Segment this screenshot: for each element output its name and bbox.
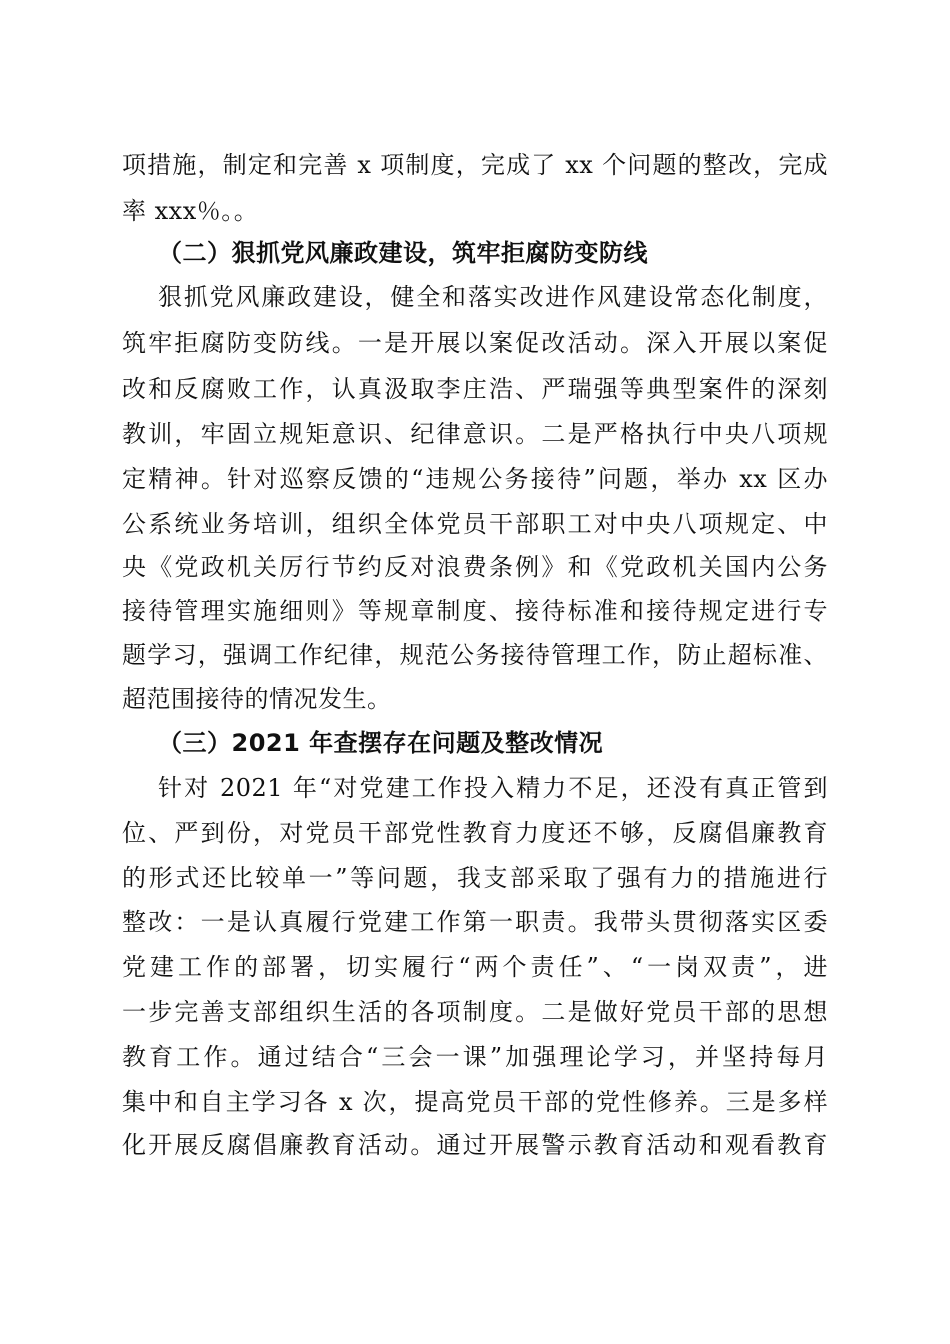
text-line: 位、严到份，对党员干部党性教育力度还不够，反腐倡廉教育 xyxy=(122,819,828,847)
text-line: 一步完善支部组织生活的各项制度。二是做好党员干部的思想 xyxy=(122,998,828,1026)
section-heading: （三）2021 年查摆存在问题及整改情况 xyxy=(158,729,604,757)
text-line: 题学习，强调工作纪律，规范公务接待管理工作，防止超标准、 xyxy=(122,641,828,669)
text-line: 筑牢拒腐防变防线。一是开展以案促改活动。深入开展以案促 xyxy=(122,329,828,357)
text-line: 超范围接待的情况发生。 xyxy=(122,685,392,713)
text-line: 央《党政机关厉行节约反对浪费条例》和《党政机关国内公务 xyxy=(122,553,828,581)
text-line: 化开展反腐倡廉教育活动。通过开展警示教育活动和观看教育 xyxy=(122,1131,828,1159)
text-line: 党建工作的部署，切实履行“两个责任”、“一岗双责”，进 xyxy=(122,953,828,981)
text-line: 集中和自主学习各 x 次，提高党员干部的党性修养。三是多样 xyxy=(122,1088,828,1116)
text-line: 教育工作。通过结合“三会一课”加强理论学习，并坚持每月 xyxy=(122,1043,828,1071)
text-line: 率 xxx％。。 xyxy=(122,197,259,225)
text-line: 教训，牢固立规矩意识、纪律意识。二是严格执行中央八项规 xyxy=(122,420,828,448)
paragraph-first-line: 狠抓党风廉政建设，健全和落实改进作风建设常态化制度， xyxy=(158,283,828,311)
text-line: 项措施，制定和完善 x 项制度，完成了 xx 个问题的整改，完成 xyxy=(122,151,828,179)
text-line: 改和反腐败工作，认真汲取李庄浩、严瑞强等典型案件的深刻 xyxy=(122,375,828,403)
text-line: 的形式还比较单一”等问题，我支部采取了强有力的措施进行 xyxy=(122,864,828,892)
text-line: 公系统业务培训，组织全体党员干部职工对中央八项规定、中 xyxy=(122,510,828,538)
text-line: 定精神。针对巡察反馈的“违规公务接待”问题，举办 xx 区办 xyxy=(122,465,828,493)
text-line: 接待管理实施细则》等规章制度、接待标准和接待规定进行专 xyxy=(122,597,828,625)
section-heading: （二）狠抓党风廉政建设，筑牢拒腐防变防线 xyxy=(158,239,648,267)
paragraph-first-line: 针对 2021 年“对党建工作投入精力不足，还没有真正管到 xyxy=(158,774,828,802)
text-line: 整改：一是认真履行党建工作第一职责。我带头贯彻落实区委 xyxy=(122,908,828,936)
